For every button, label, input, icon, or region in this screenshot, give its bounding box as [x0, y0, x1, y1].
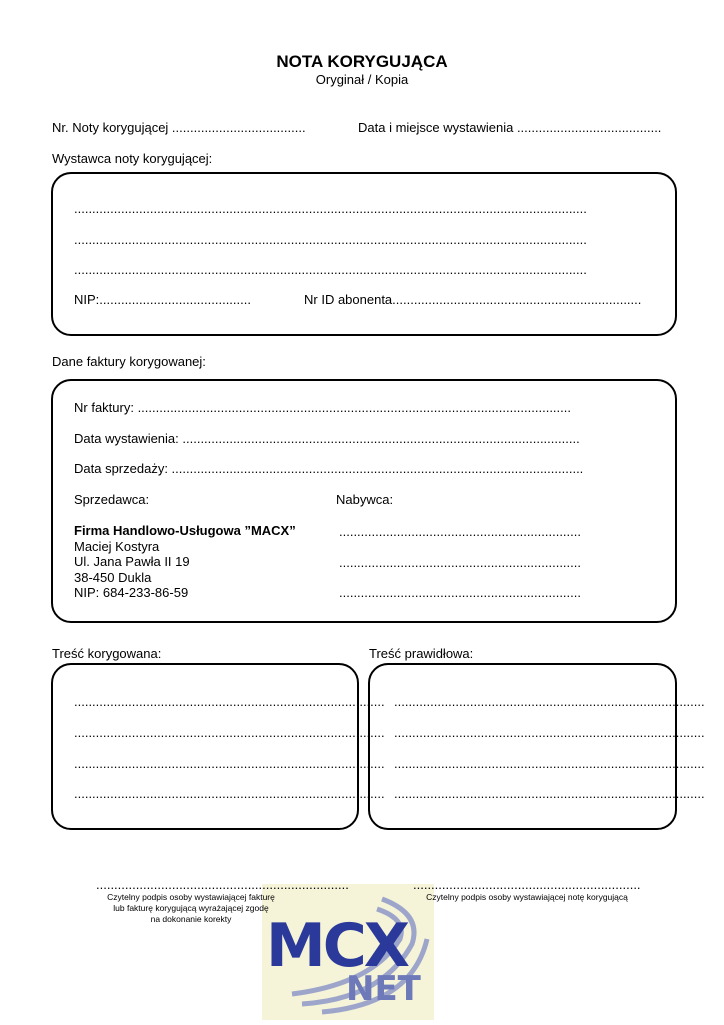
- seller-street: Ul. Jana Pawła II 19: [74, 554, 190, 569]
- left-signature-caption-3: na dokonanie korekty: [150, 914, 232, 924]
- issuer-line-3: ..............................................................................................................................................: [74, 262, 587, 277]
- right-signature-caption: Czytelny podpis osoby wystawiającej notę korygującą: [426, 892, 628, 902]
- corrected-line-1: ......................................................................................: [74, 694, 385, 709]
- buyer-line-3: ...................................................................: [339, 585, 581, 600]
- note-number-field: Nr. Noty korygującej .....................................: [52, 120, 306, 135]
- company-logo: [262, 884, 434, 1020]
- buyer-line-2: ...................................................................: [339, 555, 581, 570]
- issuer-line-1: ..............................................................................................................................................: [74, 201, 587, 216]
- seller-city: 38-450 Dukla: [74, 570, 152, 585]
- document-title: NOTA KORYGUJĄCA: [276, 52, 448, 71]
- date-place-field: Data i miejsce wystawienia ........................................: [358, 120, 662, 135]
- logo-text-net: NET: [346, 969, 421, 1009]
- correct-line-3: ......................................................................................: [394, 756, 705, 771]
- left-signature-line: ......................................................................: [96, 877, 349, 892]
- left-signature-caption-2: lub fakturę korygującą wyrażającej zgodę: [113, 903, 269, 913]
- seller-name: Firma Handlowo-Usługowa ”MACX”: [74, 523, 296, 538]
- buyer-label: Nabywca:: [336, 492, 394, 507]
- issuer-nip-field: NIP:..........................................: [74, 292, 251, 307]
- issuer-label: Wystawca noty korygującej:: [52, 151, 213, 166]
- buyer-line-1: ...................................................................: [339, 524, 581, 539]
- correct-line-4: ......................................................................................: [394, 786, 705, 801]
- corrected-content-box: [51, 663, 385, 830]
- correct-content-label: Treść prawidłowa:: [369, 646, 474, 661]
- logo-text-mcx: MCX: [266, 911, 407, 981]
- corrected-line-4: ......................................................................................: [74, 786, 385, 801]
- right-signature-line: ...............................................................: [413, 877, 641, 892]
- invoice-label: Dane faktury korygowanej:: [52, 354, 206, 369]
- document-subtitle: Oryginał / Kopia: [315, 72, 409, 87]
- issuer-line-2: ..............................................................................................................................................: [74, 232, 587, 247]
- invoice-number-field: Nr faktury: ........................................................................................................................: [74, 400, 571, 415]
- seller-nip: NIP: 684-233-86-59: [74, 585, 189, 600]
- correct-line-1: ......................................................................................: [394, 694, 705, 709]
- mcxnet-logo-image: [262, 884, 434, 1020]
- invoice-sale-date-field: Data sprzedaży: ..................................................................................................................: [74, 461, 584, 476]
- seller-person: Maciej Kostyra: [74, 539, 160, 554]
- corrected-line-2: ......................................................................................: [74, 725, 385, 740]
- correct-content-box: [368, 663, 705, 830]
- correct-line-2: ......................................................................................: [394, 725, 705, 740]
- left-signature-caption-1: Czytelny podpis osoby wystawiającej fakturę: [107, 892, 275, 902]
- seller-label: Sprzedawca:: [74, 492, 150, 507]
- issuer-subscriber-id-field: Nr ID abonenta.....................................................................: [304, 292, 642, 307]
- invoice-issue-date-field: Data wystawienia: ..............................................................................................................: [74, 431, 580, 446]
- issuer-box: [51, 172, 677, 336]
- corrected-line-3: ......................................................................................: [74, 756, 385, 771]
- corrected-content-label: Treść korygowana:: [52, 646, 162, 661]
